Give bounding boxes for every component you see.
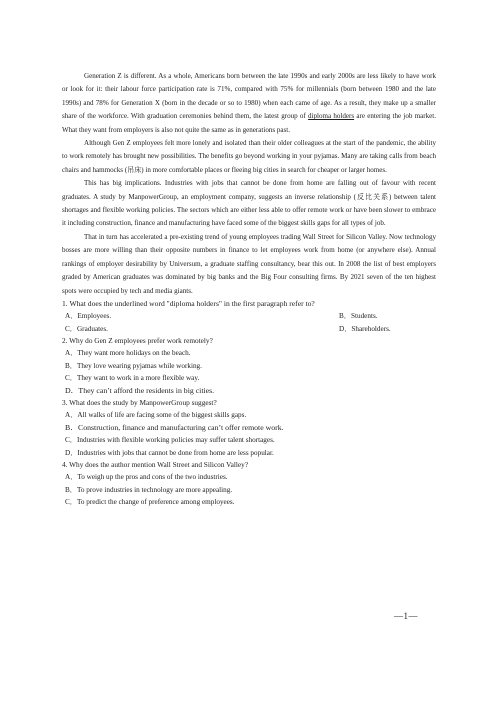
question-3-stem: 3. What does the study by ManpowerGroup suggest? [62,398,217,408]
question-4-option-a: A．To weigh up the pros and cons of the two industries. [65,473,228,482]
passage-paragraph-2: Although Gen Z employees felt more lonely and isolated than their older colleagues at the start of the pandemic, the ability to work remotely has brought new possibilities. The benefits go beyond working in your pyjamas. Many are taking calls from beach chairs and hammocks (吊床) in more comfortable places or fleeing big cities in search for cheaper or larger homes. [62,139,436,174]
question-2-stem: 2. Why do Gen Z employees prefer work remotely? [62,336,213,346]
question-2-option-a: A．They want more holidays on the beach. [65,349,191,358]
page-number: —1— [394,611,418,621]
p1-text-after: are entering the job market. What they want from employers is also not quite the same as in generations past. [62,112,436,134]
question-1-options-row-1 [62,310,436,322]
question-1-stem: 1. What does the underlined word "diploma holders" in the first paragraph refer to? [62,298,315,308]
question-1-option-b: B．Students. [339,312,378,321]
underlined-phrase: diploma holders [308,112,355,121]
question-3-option-c: C．Industries with flexible working policies may suffer talent shortages. [65,436,275,445]
passage-paragraph-1 [62,70,436,137]
passage-paragraph-4: That in turn has accelerated a pre-existing trend of young employees trading Wall Street for Silicon Valley. Now technology bosses are more willing than their opposite numbers in finance to let employees work from home (or anywhere else). Annual rankings of employer desirability by Universum, a graduate staffing consultancy, bear this out. In 2008 the list of best employers graded by American graduates was dominated by big banks and the Big Four consulting firms. By 2021 seven of the ten highest spots were occupied by tech and media giants. [62,232,436,295]
question-3-option-a: A．All walks of life are facing some of the biggest skills gaps. [65,411,247,420]
question-3-option-d: D．Industries with jobs that cannot be done from home are less popular. [65,448,274,457]
question-1-option-d: D．Shareholders. [339,324,391,333]
question-1-option-c: C．Graduates. [65,324,108,333]
question-3-option-b: B．Construction, finance and manufacturing can’t offer remote work. [65,422,284,432]
question-4-option-c: C．To predict the change of preference among employees. [65,498,235,507]
question-2-option-d: D．They can’t afford the residents in big cities. [65,385,215,395]
question-2-option-b: B．They love wearing pyjamas while working. [65,361,202,370]
exam-content [62,70,436,509]
question-1-options-row-2 [62,323,436,335]
question-4-stem: 4. Why does the author mention Wall Street and Silicon Valley? [62,460,249,469]
question-4-option-b: B．To prove industries in technology are more appealing. [65,485,233,494]
question-1-option-a: A．Employees. [65,312,112,321]
question-2-option-c: C．They want to work in a more flexible way. [65,374,200,383]
passage-paragraph-3: This has big implications. Industries with jobs that cannot be done from home are falling out of favour with recent graduates. A study by ManpowerGroup, an employment company, suggests an inverse relationship (反比关系) between talent shortages and flexible working policies. The sectors which are either less able to offer remote work or have been slower to embrace it including construction, finance and manufacturing have faced some of the biggest skills gaps for all types of job. [62,179,436,228]
p1-text-before: Generation Z is different. As a whole, Americans born between the late 1990s and early 2000s are less likely to have work or look for it: their labour force participation rate is 71%, compared with 75% for millennials (born between 1980 and the late 1990s) and 78% for Generation X (born in the decade or so to 1980) when each came of age. As a result, they make up a smaller share of the workforce. With graduation ceremonies behind them, the latest group of [62,72,436,121]
